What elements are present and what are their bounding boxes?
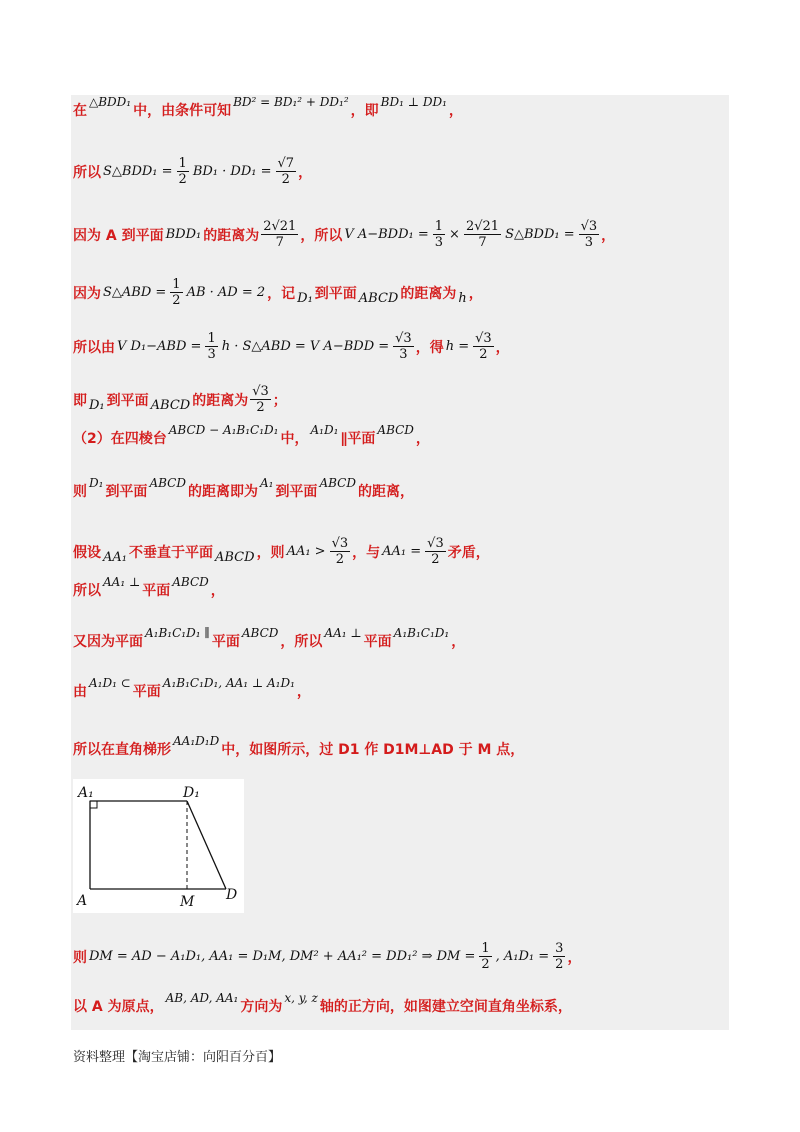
- fraction-numerator: 1: [481, 941, 490, 956]
- text-run: ，: [415, 431, 430, 447]
- fraction: [553, 941, 565, 972]
- math-expression: A₁B₁C₁D₁, AA₁ ⊥ A₁D₁: [162, 676, 295, 690]
- fraction-denominator: 3: [399, 347, 408, 362]
- solution-line: [73, 156, 312, 187]
- text-run: ，: [448, 103, 463, 119]
- solution-line: [73, 331, 510, 362]
- text-run: 中，由条件可知: [133, 103, 232, 119]
- fraction: [425, 536, 446, 567]
- text-run: ，记: [267, 285, 296, 302]
- solution-line: [73, 384, 287, 415]
- math-expression: AA₁ ⊥: [324, 626, 362, 640]
- text-run: 所以在直角梯形: [73, 742, 171, 758]
- fraction-numerator: √3: [331, 536, 349, 551]
- label-m: M: [180, 894, 195, 910]
- fraction-numerator: 2√21: [465, 219, 500, 234]
- fraction: [433, 219, 445, 250]
- fraction: [393, 331, 414, 362]
- text-run: ∥平面: [340, 431, 376, 447]
- math-expression: AA₁ =: [382, 544, 422, 559]
- fraction: [205, 331, 217, 362]
- right-angle-mark: [90, 801, 97, 808]
- math-expression: ×: [449, 227, 460, 242]
- solution-line: [73, 991, 572, 1016]
- solution-line: [73, 676, 311, 701]
- math-expression: AB, AD, AA₁: [165, 991, 239, 1005]
- math-expression: AA₁ ⊥: [103, 575, 141, 589]
- fraction-denominator: 2: [256, 400, 265, 415]
- math-expression: S△ABD =: [103, 285, 167, 300]
- fraction: [276, 156, 297, 187]
- text-run: 以 A 为原点，: [73, 999, 164, 1015]
- text-run: 假设: [73, 544, 101, 561]
- math-expression: D₁: [89, 398, 105, 413]
- fraction-numerator: √3: [475, 331, 492, 346]
- math-expression: ABCD: [215, 550, 255, 565]
- solution-line: [73, 734, 525, 759]
- text-run: 因为: [73, 285, 101, 302]
- text-run: ，得: [415, 339, 444, 356]
- solution-line: [73, 95, 463, 120]
- label-d1: D₁: [183, 785, 200, 801]
- math-expression: S△BDD₁ =: [505, 227, 575, 242]
- math-expression: BD² = BD₁² + DD₁²: [233, 95, 349, 109]
- solution-line: [73, 941, 581, 972]
- fraction: [579, 219, 600, 250]
- fraction-denominator: 3: [434, 235, 444, 250]
- fraction: [261, 219, 298, 250]
- math-expression: A₁: [259, 476, 274, 490]
- text-run: 到平面: [105, 484, 148, 500]
- math-expression: ABCD: [172, 575, 209, 589]
- math-expression: BD₁ ⊥ DD₁: [380, 95, 447, 109]
- text-run: ，即: [350, 103, 379, 119]
- text-run: ，: [298, 164, 313, 181]
- math-expression: , A₁D₁ =: [495, 949, 550, 964]
- fraction: [479, 941, 491, 972]
- fraction-numerator: 1: [207, 331, 216, 346]
- text-run: ，: [495, 339, 510, 356]
- text-run: 又因为平面: [73, 634, 143, 650]
- math-expression: ABCD: [241, 626, 279, 640]
- fraction-numerator: √3: [395, 331, 412, 346]
- text-run: 由: [73, 684, 87, 700]
- edge-dd1: [187, 801, 226, 889]
- solution-line: [73, 536, 490, 567]
- footer-source: 资料整理【淘宝店铺：向阳百分百】: [73, 1050, 282, 1065]
- math-expression: ABCD: [358, 291, 399, 306]
- fraction-numerator: √3: [252, 384, 269, 399]
- fraction: [473, 331, 494, 362]
- math-expression: x, y, z: [284, 991, 318, 1005]
- text-run: 到平面: [106, 392, 149, 409]
- text-run: ，: [296, 684, 311, 700]
- fraction-numerator: 3: [555, 941, 564, 956]
- math-expression: AA₁D₁D: [173, 734, 220, 748]
- text-run: 方向为: [240, 999, 283, 1015]
- solution-line: [73, 219, 615, 250]
- text-run: 中，: [280, 431, 309, 447]
- text-run: 平面: [132, 684, 161, 700]
- text-run: 则: [73, 484, 87, 500]
- text-run: 的距离为: [400, 285, 457, 302]
- fraction-denominator: 7: [478, 235, 487, 250]
- fraction-numerator: √3: [580, 219, 598, 234]
- text-run: 在: [73, 103, 87, 119]
- math-expression: AA₁: [103, 550, 127, 565]
- text-run: 的距离为: [203, 227, 260, 244]
- math-expression: △BDD₁: [89, 95, 132, 109]
- text-run: 平面: [142, 583, 171, 599]
- fraction-denominator: 2: [178, 172, 187, 187]
- fraction-numerator: √7: [277, 156, 295, 171]
- fraction-denominator: 3: [584, 235, 594, 250]
- text-run: ，: [567, 949, 582, 966]
- fraction: [250, 384, 271, 415]
- text-run: 所以: [73, 164, 101, 181]
- solution-line: [73, 423, 430, 448]
- text-run: 轴的正方向，如图建立空间直角坐标系，: [319, 999, 572, 1015]
- label-a1: A₁: [78, 785, 94, 801]
- text-run: 的距离即为: [187, 484, 258, 500]
- math-expression: ABCD: [319, 476, 356, 490]
- text-run: ，与: [352, 544, 381, 561]
- math-expression: DM = AD − A₁D₁, AA₁ = D₁M, DM² + AA₁² = DD₁² ⇒ DM =: [89, 949, 476, 964]
- text-run: 中，如图所示，过 D1 作 D1M⊥AD 于 M 点，: [221, 742, 525, 758]
- math-expression: A₁B₁C₁D₁: [393, 626, 450, 640]
- math-expression: ABCD: [377, 423, 414, 437]
- text-run: 所以由: [73, 339, 115, 356]
- text-run: 所以: [73, 583, 101, 599]
- fraction-denominator: 3: [207, 347, 216, 362]
- math-expression: BDD₁: [165, 227, 202, 242]
- fraction: [177, 156, 189, 187]
- fraction-denominator: 2: [431, 552, 440, 567]
- text-run: 矛盾，: [447, 544, 490, 561]
- text-run: ，则: [256, 544, 285, 561]
- math-expression: h: [458, 291, 467, 306]
- math-expression: S△BDD₁ =: [103, 164, 173, 179]
- text-run: 的距离，: [357, 484, 414, 500]
- math-expression: h · S△ABD = V A−BDD =: [221, 339, 390, 354]
- text-run: ，: [210, 583, 225, 599]
- text-run: ，: [451, 634, 466, 650]
- fraction-denominator: 2: [479, 347, 488, 362]
- text-run: 平面: [363, 634, 392, 650]
- label-d: D: [226, 887, 238, 903]
- trapezoid-diagram: [73, 779, 244, 913]
- math-expression: A₁B₁C₁D₁ ∥: [145, 626, 210, 640]
- math-expression: A₁D₁ ⊂: [89, 676, 131, 690]
- fraction-numerator: 2√21: [263, 219, 297, 234]
- math-expression: BD₁ · DD₁ =: [192, 164, 272, 179]
- text-run: 到平面: [314, 285, 357, 302]
- text-run: 即: [73, 392, 87, 409]
- math-expression: V A−BDD₁ =: [344, 227, 429, 242]
- label-a: A: [77, 893, 88, 909]
- fraction-numerator: √3: [427, 536, 444, 551]
- math-expression: ABCD − A₁B₁C₁D₁: [168, 423, 279, 437]
- text-run: ，: [601, 227, 616, 244]
- fraction-denominator: 2: [335, 552, 344, 567]
- fraction-numerator: 1: [434, 219, 444, 234]
- math-expression: A₁D₁: [310, 423, 339, 437]
- fraction: [170, 277, 182, 308]
- text-run: 平面: [211, 634, 240, 650]
- math-expression: V D₁−ABD =: [117, 339, 202, 354]
- fraction-denominator: 7: [275, 235, 284, 250]
- math-expression: AA₁ >: [286, 544, 326, 559]
- fraction-numerator: 1: [172, 277, 181, 292]
- fraction-denominator: 2: [172, 293, 181, 308]
- text-run: 则: [73, 949, 87, 966]
- fraction: [464, 219, 501, 250]
- solution-line: [73, 277, 483, 308]
- solution-line: [73, 575, 225, 600]
- fraction-denominator: 2: [481, 957, 490, 972]
- text-run: 的距离为: [192, 392, 249, 409]
- text-run: 到平面: [275, 484, 318, 500]
- text-run: ，所以: [280, 634, 323, 650]
- math-expression: AB · AD = 2: [186, 285, 266, 300]
- solution-line: [73, 476, 414, 501]
- text-run: 因为 A 到平面: [73, 227, 164, 244]
- text-run: ，: [468, 285, 483, 302]
- math-expression: ABCD: [149, 476, 186, 490]
- math-expression: D₁: [89, 476, 104, 490]
- solution-line: [73, 626, 466, 651]
- fraction: [330, 536, 351, 567]
- math-expression: D₁: [297, 291, 313, 306]
- math-expression: ABCD: [150, 398, 191, 413]
- text-run: ，所以: [300, 227, 343, 244]
- fraction-denominator: 2: [281, 172, 290, 187]
- text-run: 不垂直于平面: [129, 544, 213, 561]
- fraction-denominator: 2: [555, 957, 564, 972]
- fraction-numerator: 1: [178, 156, 187, 171]
- text-run: ；: [272, 392, 287, 409]
- text-run: （2）在四棱台: [73, 431, 167, 447]
- trapezoid-figure: [73, 779, 244, 913]
- math-expression: h =: [445, 339, 470, 354]
